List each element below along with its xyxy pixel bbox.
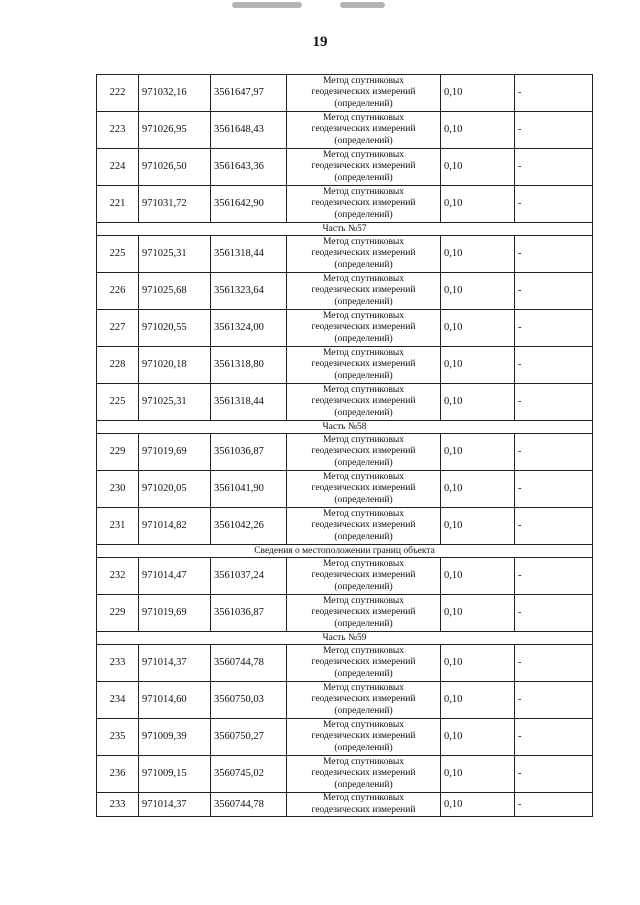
table-row — [97, 645, 593, 682]
note-cell: - — [515, 756, 593, 793]
accuracy-cell: 0,10 — [441, 558, 515, 595]
method-line: Метод спутниковых — [322, 236, 405, 247]
accuracy-cell: 0,10 — [441, 595, 515, 632]
accuracy-cell: 0,10 — [441, 236, 515, 273]
method-line: (определений) — [334, 296, 393, 307]
point-number-cell: 233 — [97, 793, 139, 817]
method-line: геодезических измерений — [311, 161, 416, 172]
note-cell: - — [515, 793, 593, 817]
table-row — [97, 384, 593, 421]
method-line: (определений) — [334, 705, 393, 716]
y-coordinate-cell: 3561318,44 — [211, 384, 287, 421]
method-line: (определений) — [334, 581, 393, 592]
method-line: Метод спутниковых — [322, 310, 405, 321]
x-coordinate-cell: 971014,60 — [139, 682, 211, 719]
note-cell: - — [515, 75, 593, 112]
x-coordinate-cell: 971009,39 — [139, 719, 211, 756]
table-row — [97, 273, 593, 310]
note-cell: - — [515, 347, 593, 384]
accuracy-cell: 0,10 — [441, 310, 515, 347]
method-line: Метод спутниковых — [322, 347, 405, 358]
accuracy-cell: 0,10 — [441, 273, 515, 310]
y-coordinate-cell: 3561647,97 — [211, 75, 287, 112]
method-cell — [287, 682, 441, 719]
method-line: геодезических измерений — [311, 483, 416, 494]
method-line: (определений) — [334, 668, 393, 679]
x-coordinate-cell: 971025,68 — [139, 273, 211, 310]
point-number-cell: 225 — [97, 236, 139, 273]
method-line: (определений) — [334, 98, 393, 109]
note-cell: - — [515, 595, 593, 632]
method-line: Метод спутниковых — [322, 434, 405, 445]
x-coordinate-cell: 971025,31 — [139, 384, 211, 421]
method-cell — [287, 236, 441, 273]
x-coordinate-cell: 971019,69 — [139, 595, 211, 632]
y-coordinate-cell: 3560744,78 — [211, 793, 287, 817]
accuracy-cell: 0,10 — [441, 682, 515, 719]
point-number-cell: 229 — [97, 434, 139, 471]
method-line: Метод спутниковых — [322, 756, 405, 767]
method-line: Метод спутниковых — [322, 595, 405, 606]
note-cell: - — [515, 112, 593, 149]
point-number-cell: 229 — [97, 595, 139, 632]
table-row — [97, 75, 593, 112]
accuracy-cell: 0,10 — [441, 434, 515, 471]
note-cell: - — [515, 149, 593, 186]
section-header-row — [97, 632, 593, 645]
y-coordinate-cell: 3561318,80 — [211, 347, 287, 384]
x-coordinate-cell: 971026,95 — [139, 112, 211, 149]
note-cell: - — [515, 186, 593, 223]
table-row — [97, 310, 593, 347]
method-line: (определений) — [334, 135, 393, 146]
section-title: Часть №59 — [97, 632, 593, 645]
table-row — [97, 347, 593, 384]
x-coordinate-cell: 971009,15 — [139, 756, 211, 793]
table-row — [97, 236, 593, 273]
note-cell: - — [515, 434, 593, 471]
method-line: геодезических измерений — [311, 124, 416, 135]
accuracy-cell: 0,10 — [441, 75, 515, 112]
method-cell — [287, 645, 441, 682]
x-coordinate-cell: 971031,72 — [139, 186, 211, 223]
method-line: (определений) — [334, 172, 393, 183]
point-number-cell: 234 — [97, 682, 139, 719]
table-row — [97, 186, 593, 223]
method-cell — [287, 558, 441, 595]
y-coordinate-cell: 3561036,87 — [211, 434, 287, 471]
point-number-cell: 230 — [97, 471, 139, 508]
table-row — [97, 508, 593, 545]
note-cell: - — [515, 682, 593, 719]
table-row — [97, 756, 593, 793]
method-line: Метод спутниковых — [322, 793, 405, 803]
method-line: Метод спутниковых — [322, 645, 405, 656]
accuracy-cell: 0,10 — [441, 719, 515, 756]
x-coordinate-cell: 971014,47 — [139, 558, 211, 595]
method-cell — [287, 595, 441, 632]
method-cell — [287, 186, 441, 223]
method-cell — [287, 756, 441, 793]
method-line: Метод спутниковых — [322, 75, 405, 86]
coordinates-table — [96, 74, 593, 817]
note-cell: - — [515, 273, 593, 310]
method-line: геодезических измерений — [311, 359, 416, 370]
method-cell — [287, 347, 441, 384]
method-line: геодезических измерений — [311, 198, 416, 209]
section-header-row — [97, 421, 593, 434]
x-coordinate-cell: 971032,16 — [139, 75, 211, 112]
x-coordinate-cell: 971020,55 — [139, 310, 211, 347]
point-number-cell: 232 — [97, 558, 139, 595]
accuracy-cell: 0,10 — [441, 471, 515, 508]
method-cell — [287, 508, 441, 545]
y-coordinate-cell: 3561643,36 — [211, 149, 287, 186]
y-coordinate-cell: 3561318,44 — [211, 236, 287, 273]
y-coordinate-cell: 3561648,43 — [211, 112, 287, 149]
method-line: Метод спутниковых — [322, 149, 405, 160]
method-line: (определений) — [334, 494, 393, 505]
table-row — [97, 471, 593, 508]
point-number-cell: 224 — [97, 149, 139, 186]
note-cell: - — [515, 719, 593, 756]
x-coordinate-cell: 971020,18 — [139, 347, 211, 384]
y-coordinate-cell: 3561037,24 — [211, 558, 287, 595]
table-row — [97, 112, 593, 149]
accuracy-cell: 0,10 — [441, 793, 515, 817]
method-line: Метод спутниковых — [322, 508, 405, 519]
method-line: геодезических измерений — [311, 607, 416, 618]
y-coordinate-cell: 3560750,27 — [211, 719, 287, 756]
note-cell: - — [515, 471, 593, 508]
method-cell — [287, 384, 441, 421]
table-row — [97, 558, 593, 595]
point-number-cell: 222 — [97, 75, 139, 112]
table-body — [97, 75, 593, 817]
method-line: геодезических измерений — [311, 570, 416, 581]
method-cell — [287, 112, 441, 149]
note-cell: - — [515, 645, 593, 682]
x-coordinate-cell: 971020,05 — [139, 471, 211, 508]
accuracy-cell: 0,10 — [441, 384, 515, 421]
accuracy-cell: 0,10 — [441, 149, 515, 186]
accuracy-cell: 0,10 — [441, 186, 515, 223]
x-coordinate-cell: 971014,37 — [139, 645, 211, 682]
note-cell: - — [515, 558, 593, 595]
method-line: (определений) — [334, 370, 393, 381]
method-line: Метод спутниковых — [322, 186, 405, 197]
scan-artifact-left — [232, 2, 302, 8]
y-coordinate-cell: 3561642,90 — [211, 186, 287, 223]
table-row — [97, 719, 593, 756]
method-line: геодезических измерений — [311, 768, 416, 779]
table-row — [97, 682, 593, 719]
table-row — [97, 434, 593, 471]
y-coordinate-cell: 3561323,64 — [211, 273, 287, 310]
method-line: Метод спутниковых — [322, 384, 405, 395]
method-line: (определений) — [334, 618, 393, 629]
method-line: геодезических измерений — [311, 731, 416, 742]
y-coordinate-cell: 3561324,00 — [211, 310, 287, 347]
method-line: (определений) — [334, 457, 393, 468]
point-number-cell: 225 — [97, 384, 139, 421]
method-line: (определений) — [334, 531, 393, 542]
method-line: геодезических измерений — [311, 248, 416, 259]
method-cell — [287, 434, 441, 471]
method-line: (определений) — [334, 333, 393, 344]
x-coordinate-cell: 971026,50 — [139, 149, 211, 186]
method-line: Метод спутниковых — [322, 719, 405, 730]
method-cell — [287, 793, 441, 817]
method-cell — [287, 310, 441, 347]
point-number-cell: 221 — [97, 186, 139, 223]
section-title: Сведения о местоположении границ объекта — [97, 545, 593, 558]
method-line: Метод спутниковых — [322, 558, 405, 569]
method-line: геодезических измерений — [311, 657, 416, 668]
section-header-row — [97, 223, 593, 236]
method-line: Метод спутниковых — [322, 682, 405, 693]
accuracy-cell: 0,10 — [441, 508, 515, 545]
accuracy-cell: 0,10 — [441, 347, 515, 384]
y-coordinate-cell: 3560745,02 — [211, 756, 287, 793]
x-coordinate-cell: 971019,69 — [139, 434, 211, 471]
method-line: геодезических измерений — [311, 520, 416, 531]
method-line: Метод спутниковых — [322, 273, 405, 284]
method-line: геодезических измерений — [311, 804, 416, 815]
x-coordinate-cell: 971014,37 — [139, 793, 211, 817]
table-row — [97, 793, 593, 817]
point-number-cell: 227 — [97, 310, 139, 347]
method-line: геодезических измерений — [311, 694, 416, 705]
section-header-row — [97, 545, 593, 558]
x-coordinate-cell: 971025,31 — [139, 236, 211, 273]
y-coordinate-cell: 3560750,03 — [211, 682, 287, 719]
method-cell — [287, 273, 441, 310]
method-line: (определений) — [334, 209, 393, 220]
method-line: (определений) — [334, 779, 393, 790]
point-number-cell: 233 — [97, 645, 139, 682]
point-number-cell: 236 — [97, 756, 139, 793]
section-title: Часть №57 — [97, 223, 593, 236]
accuracy-cell: 0,10 — [441, 112, 515, 149]
method-line: Метод спутниковых — [322, 471, 405, 482]
method-line: (определений) — [334, 742, 393, 753]
method-line: геодезических измерений — [311, 396, 416, 407]
point-number-cell: 226 — [97, 273, 139, 310]
point-number-cell: 228 — [97, 347, 139, 384]
point-number-cell: 223 — [97, 112, 139, 149]
note-cell: - — [515, 236, 593, 273]
note-cell: - — [515, 508, 593, 545]
accuracy-cell: 0,10 — [441, 756, 515, 793]
table-row — [97, 595, 593, 632]
section-title: Часть №58 — [97, 421, 593, 434]
y-coordinate-cell: 3561041,90 — [211, 471, 287, 508]
y-coordinate-cell: 3560744,78 — [211, 645, 287, 682]
method-cell — [287, 75, 441, 112]
method-cell — [287, 149, 441, 186]
point-number-cell: 235 — [97, 719, 139, 756]
method-line: (определений) — [334, 407, 393, 418]
method-line: (определений) — [334, 259, 393, 270]
method-line: геодезических измерений — [311, 322, 416, 333]
note-cell: - — [515, 310, 593, 347]
method-line: геодезических измерений — [311, 87, 416, 98]
method-cell — [287, 471, 441, 508]
method-cell — [287, 719, 441, 756]
note-cell: - — [515, 384, 593, 421]
method-line: геодезических измерений — [311, 285, 416, 296]
y-coordinate-cell: 3561036,87 — [211, 595, 287, 632]
y-coordinate-cell: 3561042,26 — [211, 508, 287, 545]
page-number: 19 — [312, 34, 328, 50]
x-coordinate-cell: 971014,82 — [139, 508, 211, 545]
table-row — [97, 149, 593, 186]
method-line: Метод спутниковых — [322, 112, 405, 123]
scan-artifact-right — [340, 2, 385, 8]
point-number-cell: 231 — [97, 508, 139, 545]
accuracy-cell: 0,10 — [441, 645, 515, 682]
method-line: геодезических измерений — [311, 446, 416, 457]
